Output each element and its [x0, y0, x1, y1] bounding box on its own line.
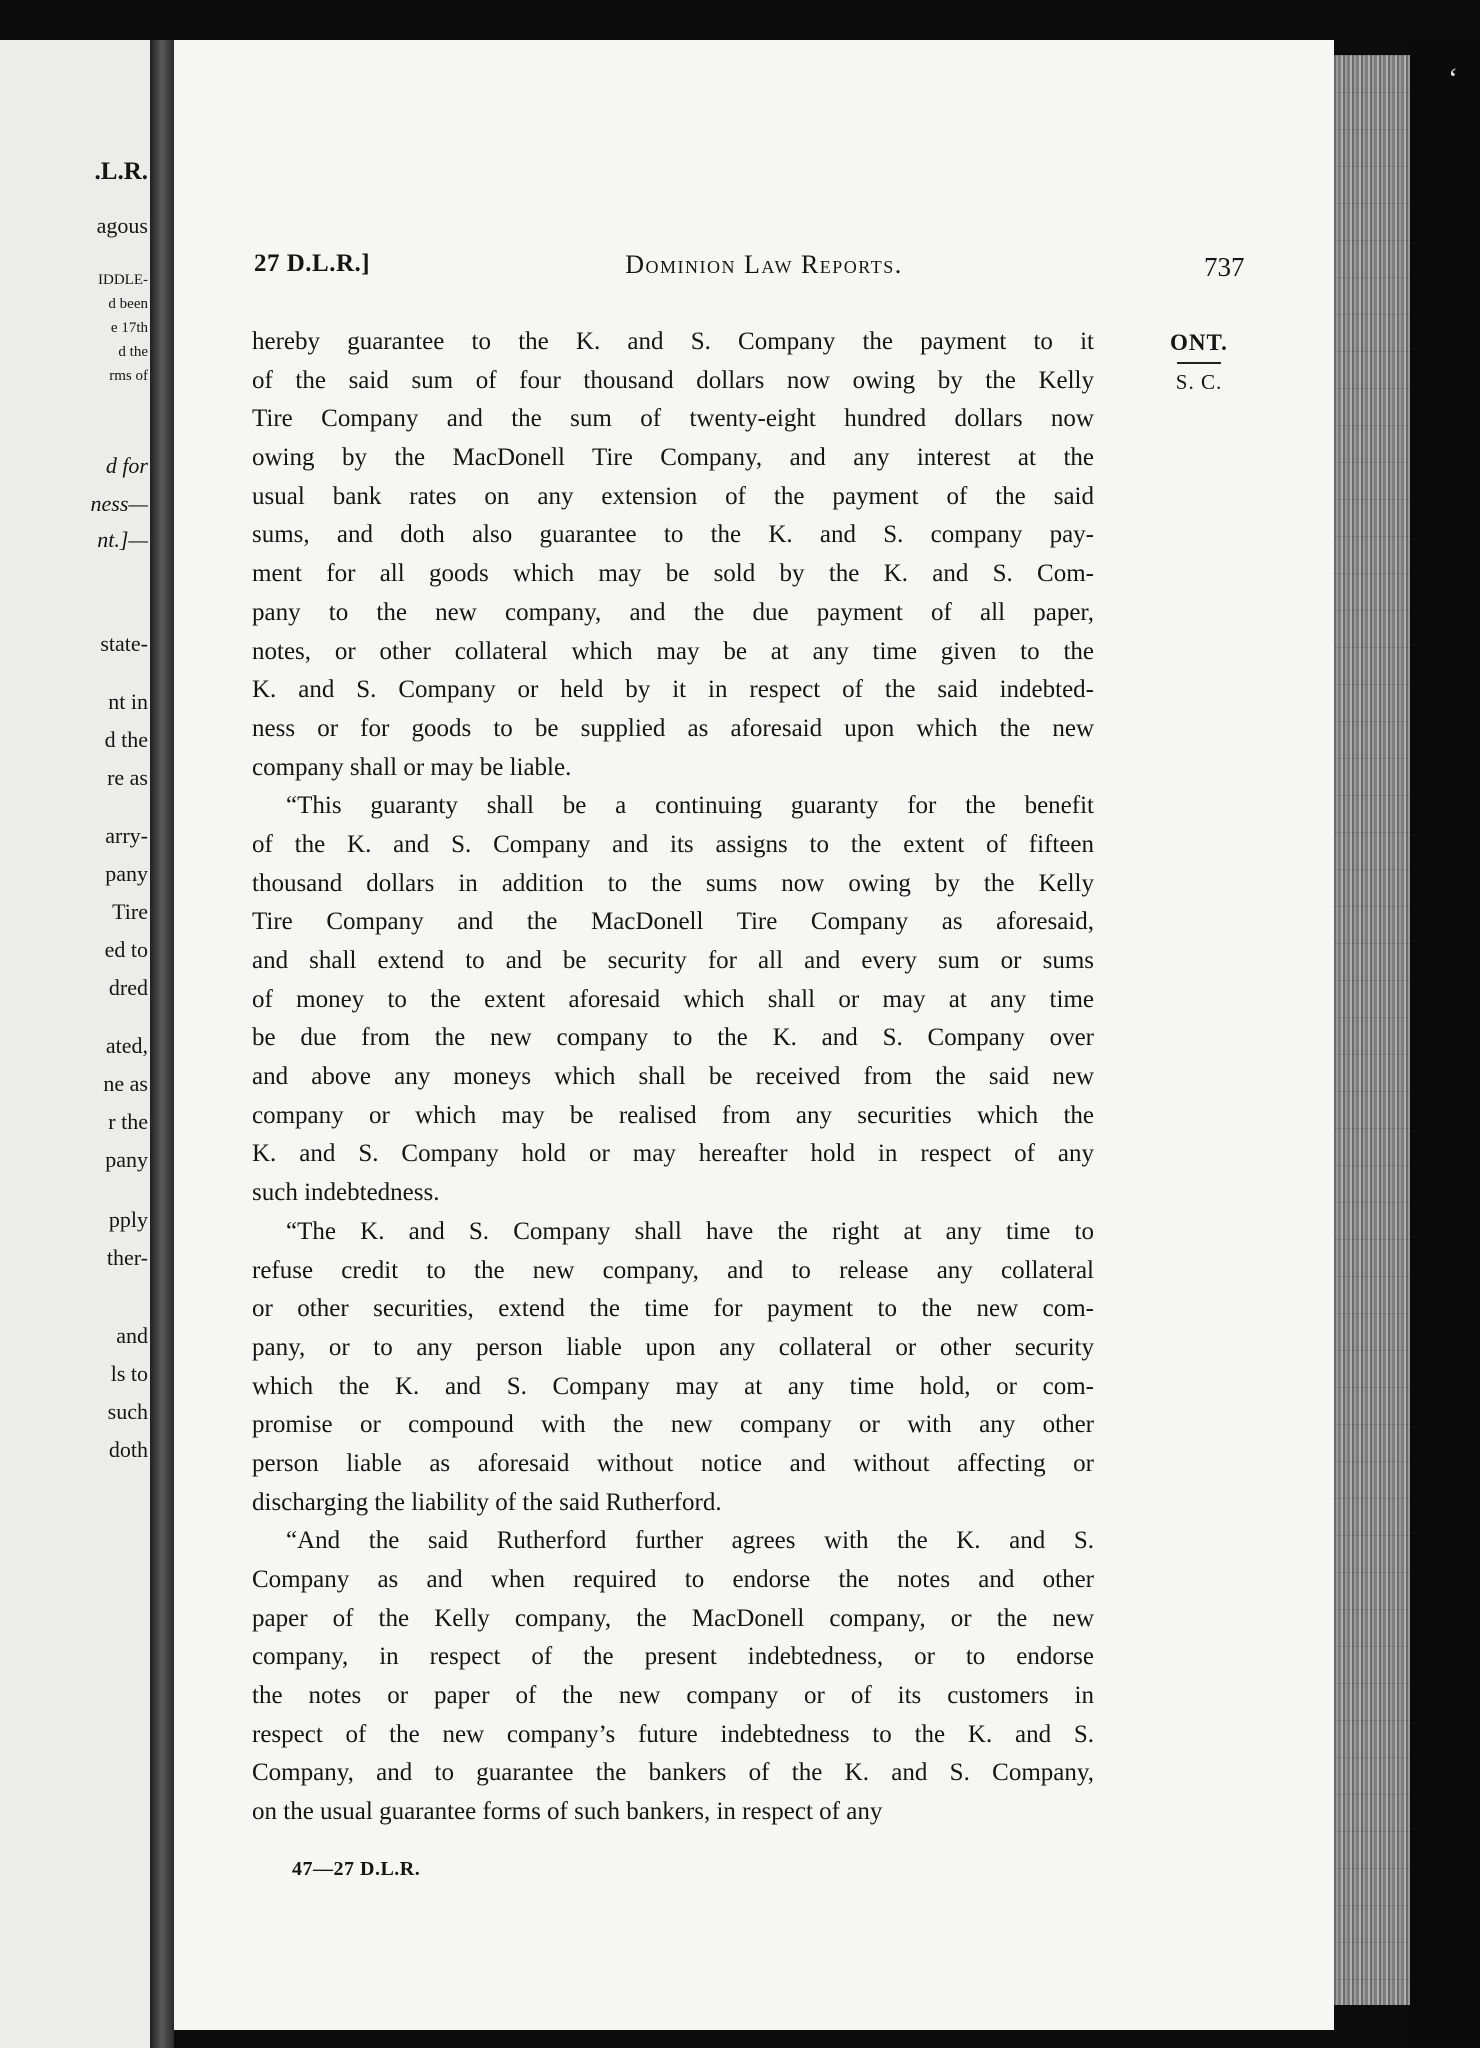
text-line: which the K. and S. Company may at any time hold, or com-: [252, 1372, 1094, 1400]
text-line: K. and S. Company or held by it in respect of the said indebted-: [252, 676, 1094, 704]
facing-page-fragment: pany: [105, 1147, 148, 1172]
text-line: or other securities, extend the time for payment to the new com-: [252, 1295, 1094, 1323]
text-line: and shall extend to and be security for all and every sum or sums: [252, 947, 1094, 974]
facing-page-fragment: rms of: [109, 368, 148, 384]
text-line: company or which may be realised from any securities which the: [252, 1101, 1094, 1129]
facing-page-fragment: ness—: [90, 491, 148, 516]
margin-note: [1144, 330, 1254, 395]
facing-page-fragment: ed to: [104, 937, 148, 962]
facing-page-fragment: Tire: [112, 899, 148, 924]
page-number: 737: [1204, 252, 1245, 282]
facing-page-fragment: nt in: [108, 689, 148, 714]
text-line: owing by the MacDonell Tire Company, and any interest at the: [252, 444, 1094, 472]
text-line: thousand dollars in addition to the sums now owing by the Kelly: [252, 869, 1094, 897]
text-line: “And the said Rutherford further agrees with the K. and S.: [286, 1527, 1094, 1555]
text-line: paper of the Kelly company, the MacDonell company, or the new: [252, 1604, 1094, 1632]
text-line: ness or for goods to be supplied as aforesaid upon which the new: [252, 714, 1094, 742]
text-line: the notes or paper of the new company or of its customers in: [252, 1682, 1094, 1710]
facing-page-fragment: e 17th: [110, 320, 148, 336]
facing-page-fragment: r the: [108, 1109, 148, 1134]
book-cover-edge: [1410, 40, 1480, 2048]
book-gutter: [150, 40, 174, 2048]
text-line: pany, or to any person liable upon any collateral or other security: [252, 1333, 1094, 1361]
facing-page-fragment: d the: [104, 727, 148, 752]
facing-page-fragment: dred: [108, 975, 148, 1000]
facing-page-fragment: re as: [107, 765, 148, 790]
text-line: of the said sum of four thousand dollars now owing by the Kelly: [252, 366, 1094, 394]
facing-page-fragment: nt.]—: [97, 527, 148, 552]
text-line: hereby guarantee to the K. and S. Company the payment to it: [252, 328, 1094, 355]
text-line: of money to the extent aforesaid which shall or may at any time: [252, 985, 1094, 1013]
facing-page-fragment: arry-: [105, 823, 148, 848]
text-line: Tire Company and the sum of twenty-eight hundred dollars now: [252, 405, 1094, 433]
facing-page-fragment: ne as: [103, 1071, 148, 1096]
margin-province: ONT.: [1170, 330, 1228, 355]
text-line: “The K. and S. Company shall have the right at any time to: [286, 1217, 1094, 1245]
text-line: company, in respect of the present indebtedness, or to endorse: [252, 1643, 1094, 1671]
text-line: “This guaranty shall be a continuing guaranty for the benefit: [286, 792, 1094, 820]
text-line: person liable as aforesaid without notice and without affecting or: [252, 1449, 1094, 1477]
text-line: company shall or may be liable.: [252, 753, 572, 781]
text-line: of the K. and S. Company and its assigns to the extent of fifteen: [252, 830, 1094, 858]
facing-page-fragment: ated,: [105, 1033, 148, 1058]
text-line: sums, and doth also guarantee to the K. and S. company pay-: [252, 521, 1094, 549]
facing-page-fragment: such: [107, 1399, 148, 1424]
cover-mark: ‘: [1448, 62, 1458, 95]
facing-page-fragment: doth: [108, 1437, 148, 1462]
text-line: ment for all goods which may be sold by the K. and S. Com-: [252, 560, 1094, 588]
facing-page-fragment: ls to: [110, 1361, 148, 1386]
body-text: [252, 323, 1094, 1832]
facing-page-fragment: .L.R.: [94, 158, 148, 185]
facing-page-fragment: pply: [108, 1207, 148, 1232]
margin-court: S. C.: [1175, 370, 1223, 394]
text-line: such indebtedness.: [252, 1179, 440, 1207]
facing-page-fragment: d been: [108, 296, 148, 312]
text-line: respect of the new company’s future indebtedness to the K. and S.: [252, 1720, 1094, 1748]
facing-page-fragment: agous: [96, 213, 148, 238]
text-line: refuse credit to the new company, and to release any collateral: [252, 1256, 1094, 1284]
text-line: usual bank rates on any extension of the payment of the said: [252, 482, 1094, 510]
text-line: Tire Company and the MacDonell Tire Company as aforesaid,: [252, 908, 1094, 936]
text-line: on the usual guarantee forms of such bankers, in respect of any: [252, 1798, 883, 1826]
facing-page-fragment: ther-: [106, 1245, 148, 1270]
book-page: [174, 40, 1334, 2030]
facing-page-fragment: state-: [100, 631, 148, 656]
margin-rule: [1177, 362, 1221, 364]
text-line: be due from the new company to the K. and S. Company over: [252, 1024, 1094, 1052]
page-stack-texture: [1334, 55, 1410, 2005]
text-line: promise or compound with the new company or with any other: [252, 1411, 1094, 1439]
text-line: and above any moneys which shall be received from the said new: [252, 1063, 1094, 1091]
running-head-volume: 27 D.L.R.]: [254, 250, 371, 277]
facing-page-fragment: d the: [118, 344, 148, 360]
text-line: notes, or other collateral which may be at any time given to the: [252, 637, 1094, 665]
previous-page-edge: [0, 40, 150, 2048]
text-line: Company as and when required to endorse the notes and other: [252, 1566, 1094, 1593]
signature-mark: 47—27 D.L.R.: [292, 1858, 421, 1880]
text-line: discharging the liability of the said Rutherford.: [252, 1488, 722, 1516]
facing-page-fragment: d for: [105, 453, 148, 478]
text-line: pany to the new company, and the due payment of all paper,: [252, 598, 1094, 626]
text-line: K. and S. Company hold or may hereafter hold in respect of any: [252, 1140, 1094, 1168]
text-line: Company, and to guarantee the bankers of the K. and S. Company,: [252, 1759, 1094, 1787]
facing-page-fragment: IDDLE-: [98, 272, 148, 288]
facing-page-fragment: and: [116, 1323, 148, 1348]
facing-page-fragment: pany: [105, 861, 148, 886]
running-head-title: Dominion Law Reports.: [625, 250, 903, 279]
